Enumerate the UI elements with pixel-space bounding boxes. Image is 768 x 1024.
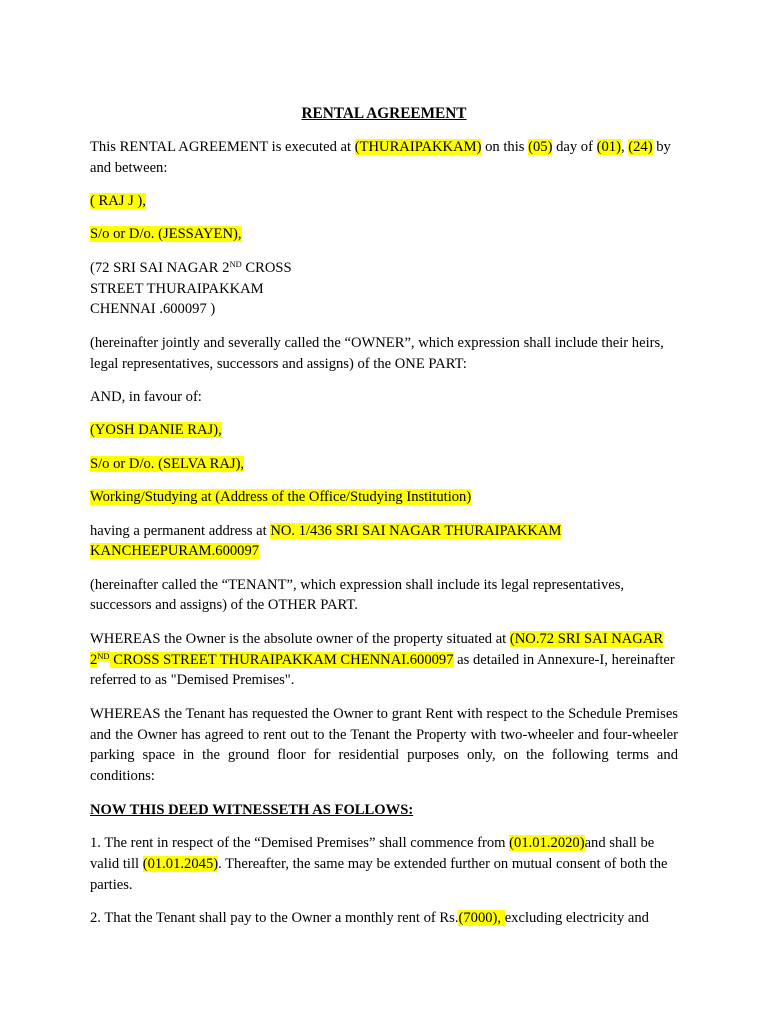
tenant-parent-paragraph (90, 454, 678, 475)
execution-year: (24) (628, 138, 653, 155)
whereas-tenant-paragraph: WHEREAS the Tenant has requested the Owner to grant Rent with respect to the Schedule Premises and the Owner has agreed to rent out to the Tenant the Property with two-wheeler and four-wheeler parking space in the ground floor for residential purposes only, on the following terms and conditions: (90, 705, 678, 785)
property-address-a: (NO.72 SRI SAI NAGAR 2 (90, 630, 664, 668)
witness-heading: NOW THIS DEED WITNESSETH AS FOLLOWS: (90, 801, 414, 818)
owner-clause: (hereinafter jointly and severally called the “OWNER”, which expression shall include their heirs, legal representatives, successors and assigns) of the ONE PART: (90, 334, 664, 372)
execution-place: (THURAIPAKKAM) (354, 138, 482, 155)
clause-1 (90, 833, 678, 895)
owner-parent-paragraph (90, 224, 678, 245)
owner-parent: S/o or D/o. (JESSAYEN), (90, 226, 242, 243)
clause-2 (90, 908, 678, 929)
tenant-work-paragraph (90, 487, 678, 508)
clause2-text-1: 2. That the Tenant shall pay to the Owner a monthly rent of Rs. (90, 910, 459, 927)
whereas1-text-1: WHEREAS the Owner is the absolute owner of the property situated at (90, 630, 510, 647)
rent-end-date: (01.01.2045) (142, 855, 219, 872)
intro-text-5: by and between: (90, 138, 671, 176)
monthly-rent: (7000), (458, 910, 505, 927)
tenant-clause: (hereinafter called the “TENANT”, which expression shall include its legal representatives, successors and assigns) of the OTHER PART. (90, 576, 625, 614)
rent-start-date: (01.01.2020) (509, 835, 585, 852)
intro-text-4: , (620, 138, 629, 155)
whereas1-text-2: as detailed in Annexure-I, hereinafter referred to as "Demised Premises". (90, 651, 675, 689)
intro-text-1: This RENTAL AGREEMENT is executed at (90, 138, 355, 155)
intro-paragraph (90, 137, 678, 179)
permanent-address-paragraph (90, 521, 678, 563)
owner-name: ( RAJ J ), (90, 192, 146, 209)
document-title: RENTAL AGREEMENT (301, 105, 467, 122)
tenant-parent: S/o or D/o. (SELVA RAJ), (90, 455, 245, 472)
execution-month: (01) (596, 138, 621, 155)
owner-address (90, 258, 678, 320)
intro-text-3: day of (552, 138, 597, 155)
property-address-b: CROSS STREET THURAIPAKKAM CHENNAI.600097 (109, 651, 454, 668)
owner-address-sup: ND (229, 258, 242, 269)
clause1-text-3: . Thereafter, the same may be extended further on mutual consent of both the parties. (90, 855, 668, 893)
and-favour: AND, in favour of: (90, 388, 202, 405)
perm-address-text: having a permanent address at (90, 522, 271, 539)
owner-address-line1-b: CROSS (241, 259, 292, 276)
property-address-sup: ND (97, 650, 110, 661)
tenant-permanent-address: NO. 1/436 SRI SAI NAGAR THURAIPAKKAM KANCHEEPURAM.600097 (90, 522, 562, 560)
owner-address-line3: CHENNAI .600097 ) (90, 301, 216, 318)
agreement-page (90, 104, 678, 941)
owner-address-line1-a: (72 SRI SAI NAGAR 2 (90, 259, 230, 276)
owner-name-paragraph (90, 191, 678, 212)
tenant-work: Working/Studying at (Address of the Office/Studying Institution) (90, 489, 472, 506)
intro-text-2: on this (481, 138, 529, 155)
tenant-name: (YOSH DANIE RAJ), (90, 422, 222, 439)
clause2-text-2: excluding electricity and (504, 910, 649, 927)
owner-address-line2: STREET THURAIPAKKAM (90, 280, 264, 297)
whereas-owner-paragraph (90, 629, 678, 691)
clause1-text-1: 1. The rent in respect of the “Demised Premises” shall commence from (90, 835, 510, 852)
clause1-text-2: and shall be valid till (90, 835, 655, 872)
execution-day: (05) (528, 138, 553, 155)
tenant-name-paragraph (90, 420, 678, 441)
